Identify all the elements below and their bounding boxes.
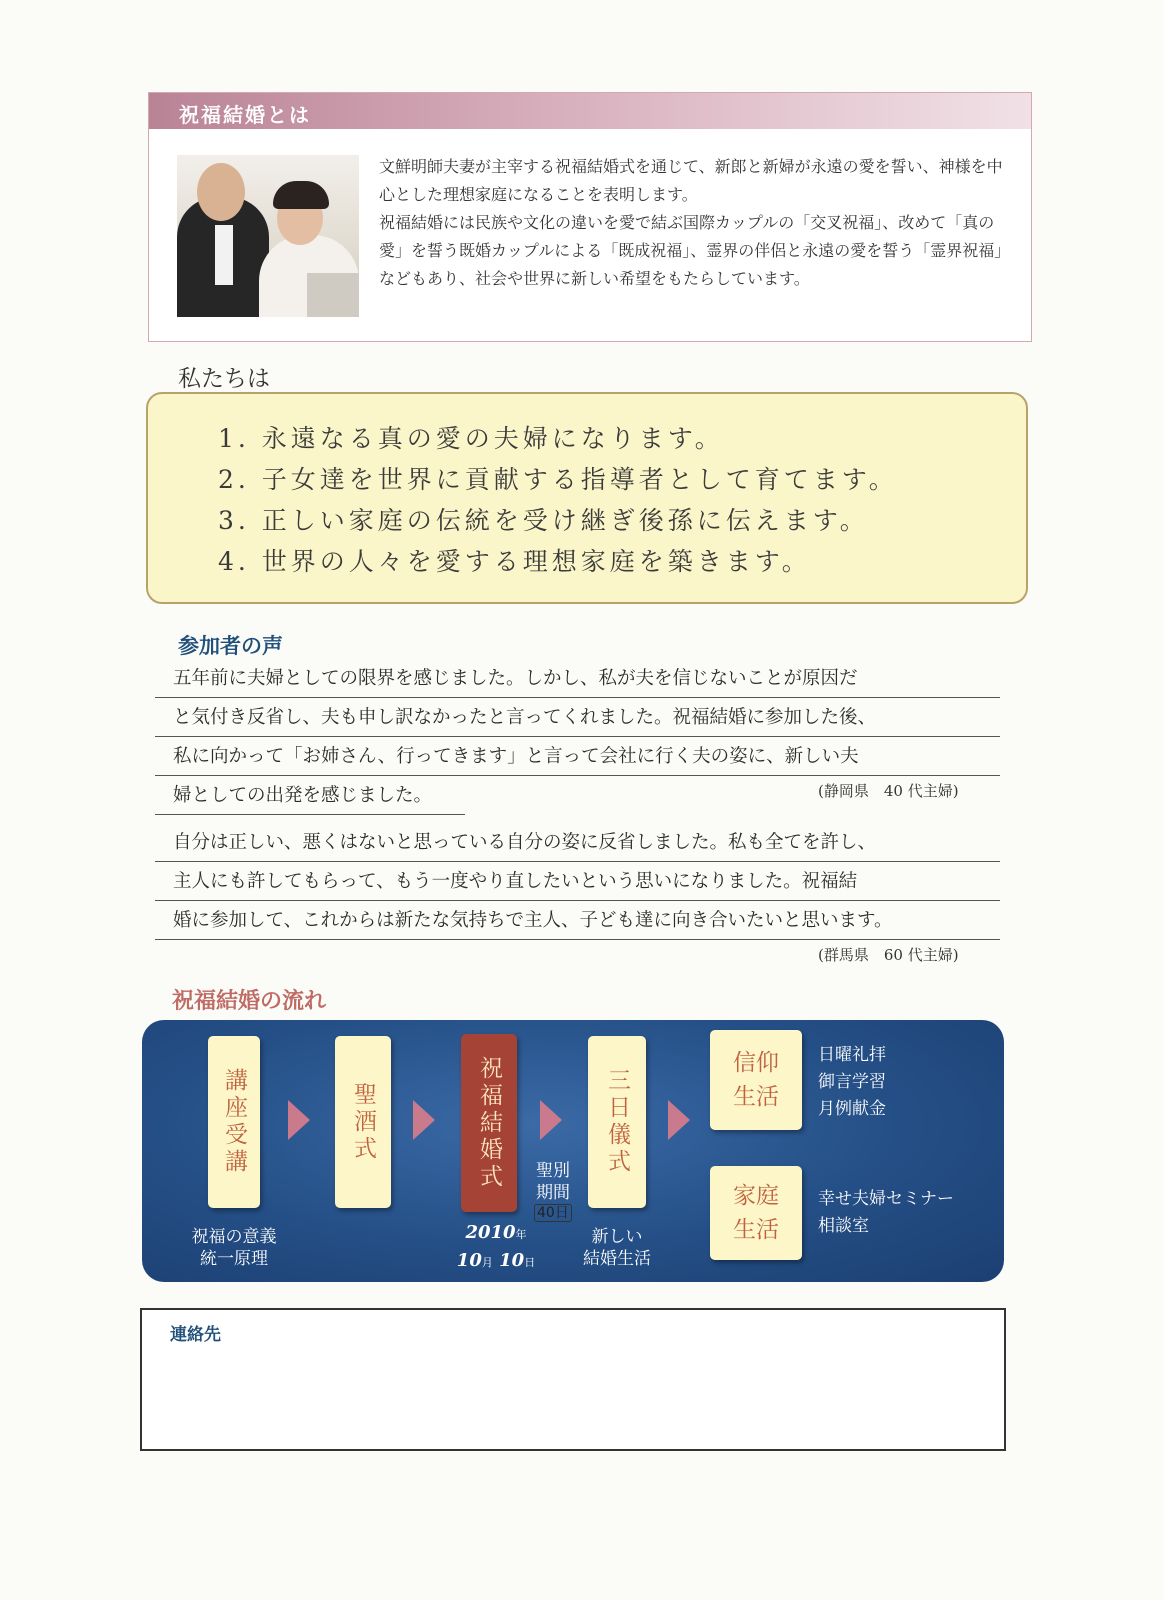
testimonial-line: 私に向かって「お姉さん、行ってきます」と言って会社に行く夫の姿に、新しい夫	[155, 739, 1000, 776]
contact-label: 連絡先	[170, 1325, 221, 1345]
date-month-unit: 月	[481, 1256, 493, 1269]
step-family-life: 家庭 生活	[710, 1166, 802, 1260]
testimonial-line: 婦としての出発を感じました。	[155, 778, 465, 815]
pledge-box	[146, 392, 1028, 604]
bride-hair	[273, 181, 329, 209]
arrow-right-icon	[540, 1100, 562, 1140]
arrow-right-icon	[288, 1100, 310, 1140]
voices-title: 参加者の声	[178, 634, 283, 658]
pledge-list	[218, 418, 898, 582]
step-holy-wine: 聖酒式	[335, 1036, 391, 1208]
date-month: 10	[456, 1250, 482, 1271]
flow-title: 祝福結婚の流れ	[172, 989, 327, 1014]
step-three-day: 三日儀式	[588, 1036, 646, 1208]
about-description	[379, 153, 1009, 293]
family-activities: 幸せ夫婦セミナー 相談室	[818, 1189, 954, 1236]
step-blessing-ceremony: 祝福結婚式	[461, 1034, 517, 1212]
groom-shirt	[215, 225, 233, 285]
testimonial-line: 主人にも許してもらって、もう一度やり直したいという思いになりました。祝福結	[155, 864, 1000, 901]
about-paragraph-1: 文鮮明師夫妻が主宰する祝福結婚式を通じて、新郎と新婦が永遠の愛を誓い、神様を中心とした理想家庭になることを表明します。	[379, 157, 1003, 204]
testimonial-source: (群馬県 60 代主婦)	[818, 946, 959, 964]
testimonial-line: 五年前に夫婦としての限界を感じました。しかし、私が夫を信じないことが原因だ	[155, 661, 1000, 698]
new-life-caption: 新しい 結婚生活	[583, 1227, 651, 1269]
groom-face	[197, 163, 245, 221]
flow-diagram	[142, 1020, 1004, 1282]
handwritten-note: 40日	[534, 1204, 572, 1222]
contact-box	[140, 1308, 1006, 1451]
pledge-label: 私たちは	[178, 366, 270, 392]
couple-photo	[177, 155, 359, 317]
date-day-unit: 日	[524, 1256, 536, 1269]
ceremony-date	[444, 1220, 548, 1276]
lecture-caption: 祝福の意義 統一原理	[191, 1227, 277, 1269]
date-year-unit: 年	[515, 1228, 527, 1241]
testimonial-source: (静岡県 40 代主婦)	[818, 782, 959, 800]
testimonial-line: 自分は正しい、悪くはないと思っている自分の姿に反省しました。私も全てを許し、	[155, 825, 1000, 862]
pledge-item: 2. 子女達を世界に貢献する指導者として育てます。	[218, 465, 898, 494]
faith-activities: 日曜礼拝 御言学習 月例献金	[818, 1045, 886, 1119]
about-section	[148, 92, 1032, 342]
arrow-right-icon	[413, 1100, 435, 1140]
step-faith-life: 信仰 生活	[710, 1030, 802, 1130]
about-title: 祝福結婚とは	[179, 103, 311, 127]
date-day: 10	[499, 1250, 525, 1271]
testimonial-line: 婚に参加して、これからは新たな気持ちで主人、子ども達に向き合いたいと思います。	[155, 903, 1000, 940]
date-year: 2010	[465, 1222, 516, 1243]
step-lecture: 講座受講	[208, 1036, 260, 1208]
testimonial-line: と気付き反省し、夫も申し訳なかったと言ってくれました。祝福結婚に参加した後、	[155, 700, 1000, 737]
about-header-bar	[149, 93, 1031, 129]
pledge-item: 1. 永遠なる真の愛の夫婦になります。	[218, 424, 724, 453]
podium	[307, 273, 359, 317]
pledge-item: 3. 正しい家庭の伝統を受け継ぎ後孫に伝えます。	[218, 506, 869, 535]
about-paragraph-2: 祝福結婚には民族や文化の違いを愛で結ぶ国際カップルの「交叉祝福」、改めて「真の愛」を誓う既婚カップルによる「既成祝福」、霊界の伴侶と永遠の愛を誓う「霊界祝福」などもあり、社会や世界に新しい希望をもたらしています。	[379, 213, 1003, 288]
pledge-item: 4. 世界の人々を愛する理想家庭を築きます。	[218, 547, 811, 576]
separation-caption: 聖別 期間	[536, 1161, 570, 1203]
arrow-right-icon	[668, 1100, 690, 1140]
